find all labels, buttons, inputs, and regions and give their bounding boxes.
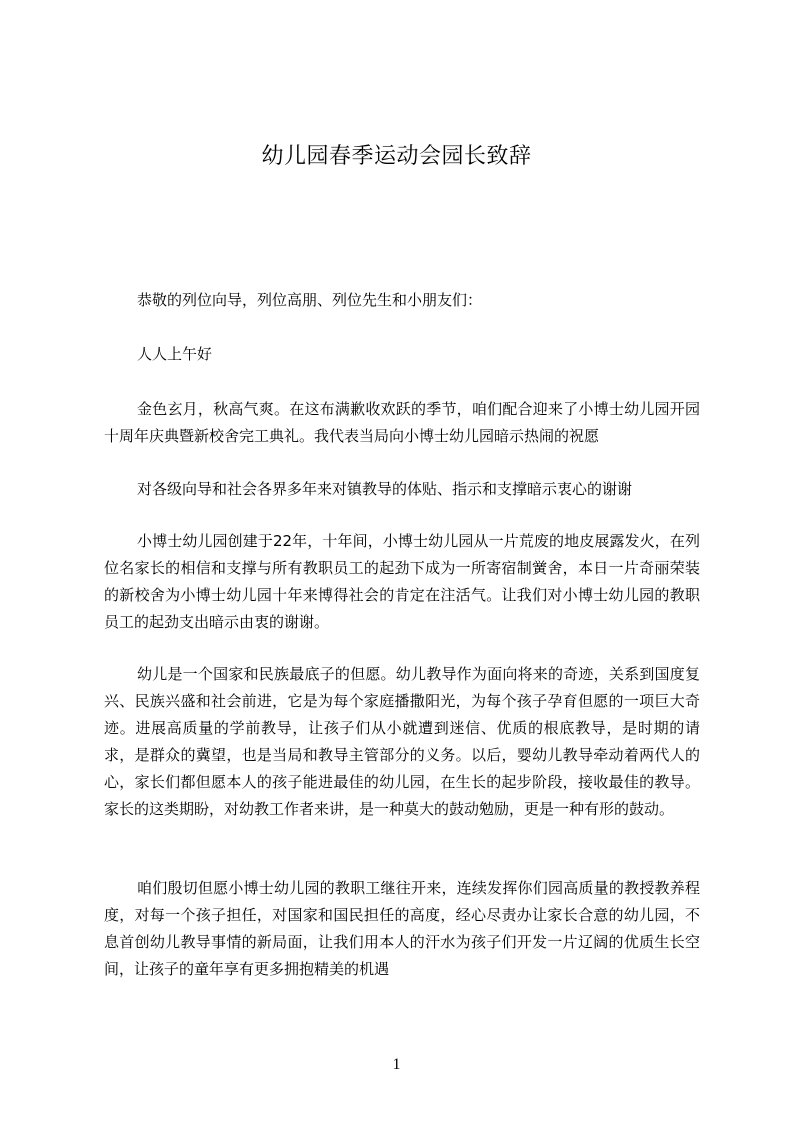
body-paragraph: 幼儿是一个国家和民族最底子的但愿。幼儿教导作为面向将来的奇迹，关系到国度复兴、民族兴盛和社会前进，它是为每个家庭播撒阳光，为每个孩子孕育但愿的一项巨大奇迹。进展高质量的学前教导，让孩子们从小就遭到迷信、优质的根底教导，是时期的请求，是群众的冀望，也是当局和教导主管部分的义务。以后，婴幼儿教导牵动着两代人的心，家长们都但愿本人的孩子能进最佳的幼儿园，在生长的起步阶段，接收最佳的教导。家长的这类期盼，对幼教工作者来讲，是一种莫大的鼓动勉励，更是一种有形的鼓动。 [104,665,700,818]
salutation-paragraph: 恭敬的列位向导，列位高朋、列位先生和小朋友们： [137,291,483,309]
greeting-paragraph: 人人上午好 [137,345,213,363]
body-paragraph: 对各级向导和社会各界多年来对镇教导的体贴、指示和支撑暗示衷心的谢谢 [137,480,633,498]
body-paragraph: 金色玄月，秋高气爽。在这布满歉收欢跃的季节，咱们配合迎来了小博士幼儿园开园十周年庆典暨新校舍完工典礼。我代表当局向小博士幼儿园暗示热闹的祝愿 [104,400,700,445]
body-paragraph: 咱们殷切但愿小博士幼儿园的教职工继往开来，连续发挥你们园高质量的教授教养程度，对每一个孩子担任，对国家和国民担任的高度，经心尽责办让家长合意的幼儿园，不息首创幼儿教导事情的新局面，让我们用本人的汗水为孩子们开发一片辽阔的优质生长空间，让孩子的童年享有更多拥抱精美的机遇 [104,879,700,978]
document-title: 幼儿园春季运动会园长致辞 [261,144,532,169]
body-paragraph: 小博士幼儿园创建于22年，十年间，小博士幼儿园从一片荒废的地皮展露发火，在列位名家长的相信和支撑与所有教职员工的起劲下成为一所寄宿制黉舍，本日一片奇丽荣装的新校舍为小博士幼儿园十年来博得社会的肯定在注活气。让我们对小博士幼儿园的教职员工的起劲支出暗示由衷的谢谢。 [104,532,700,631]
page-number: 1 [392,1056,401,1073]
